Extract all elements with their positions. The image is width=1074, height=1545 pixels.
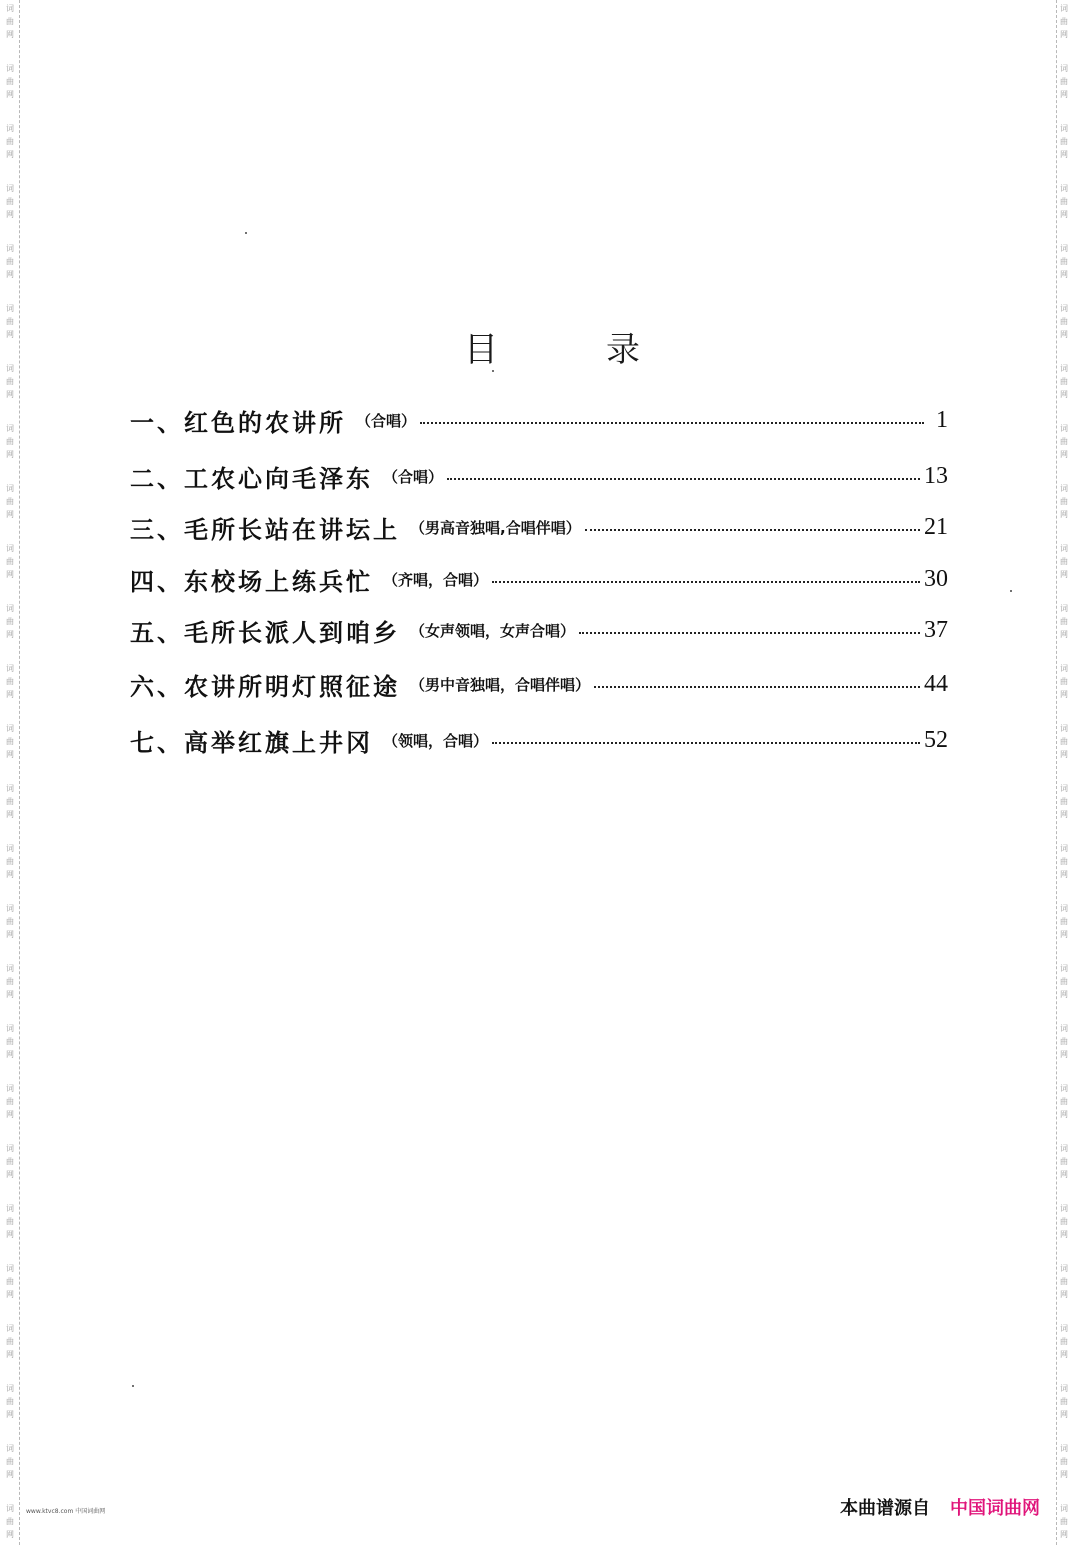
- watermark-text: 词 曲 网: [6, 484, 14, 519]
- watermark-text: 词 曲 网: [1060, 1324, 1068, 1359]
- toc-dot-leader: [579, 632, 920, 634]
- toc-row[interactable]: [130, 720, 948, 760]
- toc-page-number: 21: [924, 513, 948, 540]
- watermark-text: 词 曲 网: [6, 1084, 14, 1119]
- watermark-text: 词 曲 网: [6, 604, 14, 639]
- watermark-text: 词 曲 网: [1060, 1204, 1068, 1239]
- watermark-text: 词 曲 网: [1060, 4, 1068, 39]
- toc-entry-title: 二、工农心向毛泽东: [130, 463, 373, 493]
- watermark-text: 词 曲 网: [6, 424, 14, 459]
- watermark-text: 词 曲 网: [1060, 184, 1068, 219]
- watermark-text: 词 曲 网: [6, 1144, 14, 1179]
- toc-entry-note: （齐唱，合唱）: [383, 570, 489, 589]
- toc-row[interactable]: [130, 456, 948, 496]
- watermark-text: 词 曲 网: [6, 364, 14, 399]
- toc-row[interactable]: [130, 664, 948, 704]
- scan-speck: [492, 370, 494, 372]
- watermark-text: 词 曲 网: [1060, 1264, 1068, 1299]
- watermark-text: 词 曲 网: [6, 124, 14, 159]
- toc-page-number: 37: [924, 616, 948, 643]
- watermark-text: 词 曲 网: [1060, 64, 1068, 99]
- watermark-text: 词 曲 网: [6, 1324, 14, 1359]
- toc-page-number: 30: [924, 565, 948, 592]
- right-dashed-line: [1056, 0, 1057, 1545]
- scan-speck: [132, 1385, 134, 1387]
- toc-entry-title: 三、毛所长站在讲坛上: [130, 514, 400, 544]
- toc-entry-note: （女声领唱，女声合唱）: [410, 621, 576, 640]
- watermark-text: 词 曲 网: [6, 664, 14, 699]
- watermark-text: 词 曲 网: [1060, 364, 1068, 399]
- watermark-text: 词 曲 网: [1060, 1084, 1068, 1119]
- toc-entry-note: （男中音独唱，合唱伴唱）: [410, 675, 591, 694]
- right-watermark-rail: [1054, 0, 1074, 1545]
- watermark-text: 词 曲 网: [6, 4, 14, 39]
- toc-entry-title: 五、毛所长派人到咱乡: [130, 617, 400, 647]
- toc-entry-title: 一、红色的农讲所: [130, 407, 346, 437]
- watermark-text: 词 曲 网: [6, 964, 14, 999]
- toc-dot-leader: [585, 529, 920, 531]
- watermark-text: 词 曲 网: [1060, 1144, 1068, 1179]
- watermark-text: 词 曲 网: [6, 1204, 14, 1239]
- footer-source: [840, 1494, 1040, 1520]
- footer-site-name[interactable]: 中国词曲网: [950, 1498, 1040, 1519]
- watermark-text: 词 曲 网: [6, 784, 14, 819]
- toc-row[interactable]: [130, 559, 948, 599]
- toc-row[interactable]: [130, 400, 948, 440]
- watermark-text: 词 曲 网: [1060, 784, 1068, 819]
- toc-entry-title: 七、高举红旗上井冈: [130, 727, 373, 757]
- watermark-text: 词 曲 网: [1060, 1504, 1068, 1539]
- toc-entry-note: （男高音独唱,合唱伴唱）: [410, 518, 581, 537]
- watermark-text: 词 曲 网: [1060, 304, 1068, 339]
- watermark-text: 词 曲 网: [1060, 244, 1068, 279]
- toc-entry-title: 四、东校场上练兵忙: [130, 566, 373, 596]
- watermark-text: 词 曲 网: [1060, 964, 1068, 999]
- page-title: 目录: [464, 330, 748, 370]
- toc-page-number: 52: [924, 726, 948, 753]
- watermark-text: 词 曲 网: [6, 724, 14, 759]
- watermark-text: 词 曲 网: [6, 1384, 14, 1419]
- watermark-text: 词 曲 网: [1060, 484, 1068, 519]
- toc-dot-leader: [447, 478, 920, 480]
- toc-page-number: 1: [936, 406, 948, 433]
- watermark-text: 词 曲 网: [6, 244, 14, 279]
- watermark-text: 词 曲 网: [6, 184, 14, 219]
- watermark-text: 词 曲 网: [1060, 904, 1068, 939]
- toc-entry-note: （合唱）: [383, 467, 444, 486]
- toc-dot-leader: [420, 422, 924, 424]
- toc-entry-title: 六、农讲所明灯照征途: [130, 671, 400, 701]
- watermark-text: 词 曲 网: [1060, 1444, 1068, 1479]
- watermark-text: 词 曲 网: [6, 1504, 14, 1539]
- toc-dot-leader: [492, 581, 920, 583]
- watermark-text: 词 曲 网: [6, 1264, 14, 1299]
- toc-dot-leader: [492, 742, 920, 744]
- watermark-text: 词 曲 网: [1060, 544, 1068, 579]
- watermark-text: 词 曲 网: [6, 904, 14, 939]
- scan-speck: [245, 232, 247, 234]
- toc-entry-note: （领唱，合唱）: [383, 731, 489, 750]
- watermark-text: 词 曲 网: [6, 304, 14, 339]
- footer-site-url: www.ktvc8.com 中国词曲网: [26, 1508, 106, 1515]
- watermark-text: 词 曲 网: [1060, 424, 1068, 459]
- footer-source-label: 本曲谱源自: [840, 1498, 930, 1519]
- watermark-text: 词 曲 网: [6, 844, 14, 879]
- watermark-text: 词 曲 网: [1060, 124, 1068, 159]
- left-watermark-rail: [0, 0, 20, 1545]
- watermark-text: 词 曲 网: [1060, 844, 1068, 879]
- watermark-text: 词 曲 网: [1060, 604, 1068, 639]
- watermark-text: 词 曲 网: [1060, 1384, 1068, 1419]
- toc-row[interactable]: [130, 507, 948, 547]
- watermark-text: 词 曲 网: [6, 1024, 14, 1059]
- watermark-text: 词 曲 网: [6, 544, 14, 579]
- watermark-text: 词 曲 网: [1060, 1024, 1068, 1059]
- left-dashed-line: [19, 0, 20, 1545]
- toc-entry-note: （合唱）: [356, 411, 417, 430]
- toc-row[interactable]: [130, 610, 948, 650]
- watermark-text: 词 曲 网: [1060, 664, 1068, 699]
- watermark-text: 词 曲 网: [6, 64, 14, 99]
- toc-page-number: 13: [924, 462, 948, 489]
- toc-dot-leader: [594, 686, 920, 688]
- scan-speck: [1010, 590, 1012, 592]
- watermark-text: 词 曲 网: [1060, 724, 1068, 759]
- toc-page-number: 44: [924, 670, 948, 697]
- watermark-text: 词 曲 网: [6, 1444, 14, 1479]
